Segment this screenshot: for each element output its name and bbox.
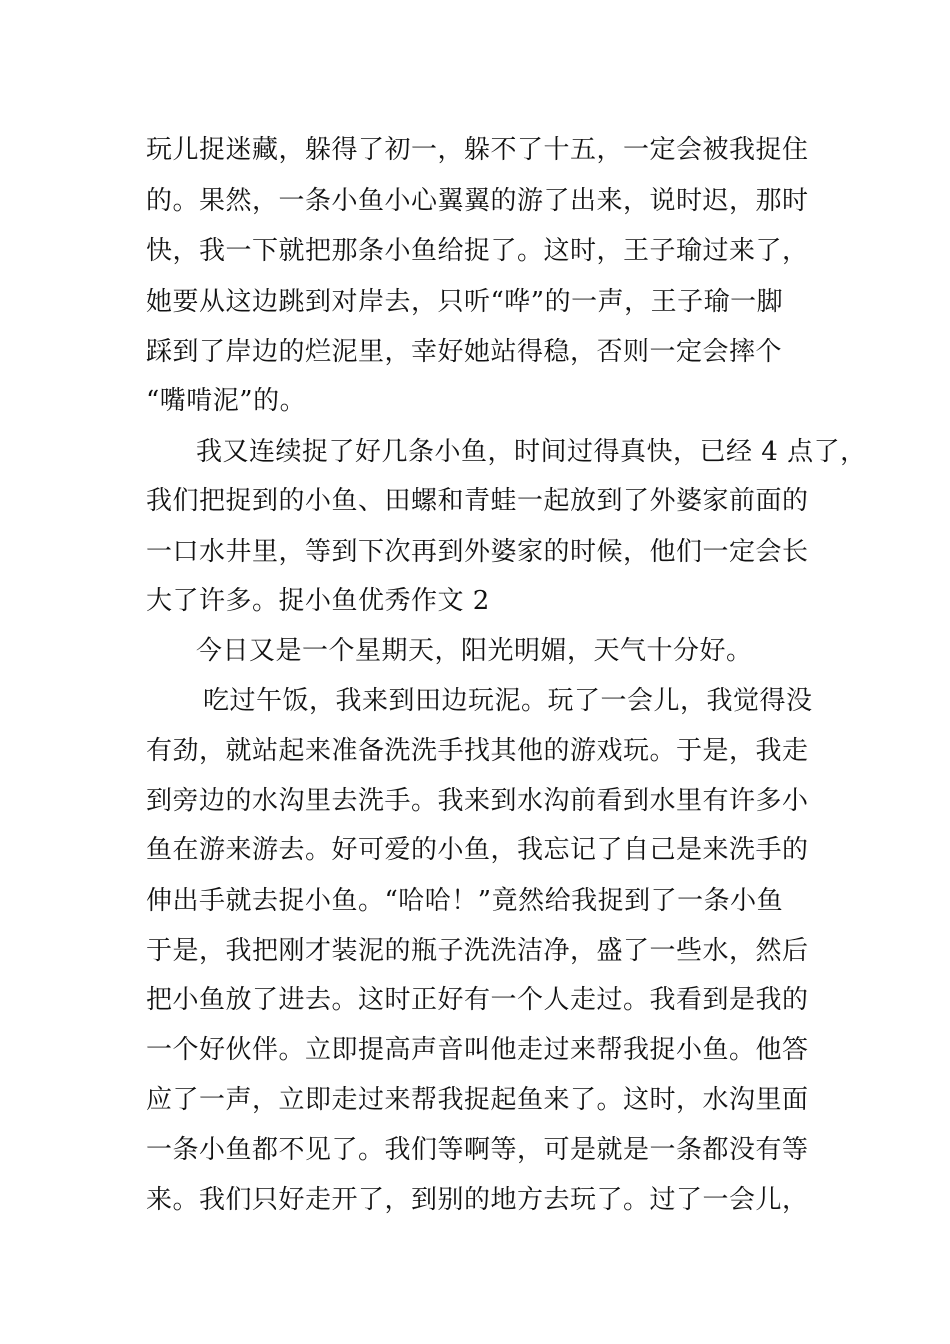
paragraph-first-line: 吃过午饭，我来到田边玩泥。玩了一会儿，我觉得没 xyxy=(203,686,813,716)
text-line: 把小鱼放了进去。这时正好有一个人走过。我看到是我的 xyxy=(146,985,809,1015)
text-line: 到旁边的水沟里去洗手。我来到水沟前看到水里有许多小 xyxy=(146,786,809,816)
text-line: 有劲，就站起来准备洗洗手找其他的游戏玩。于是，我走 xyxy=(146,736,809,766)
text-line: 一口水井里，等到下次再到外婆家的时候，他们一定会长 xyxy=(146,537,809,567)
text-line: 踩到了岸边的烂泥里，幸好她站得稳，否则一定会摔个 xyxy=(146,337,783,367)
text-line: 于是，我把刚才装泥的瓶子洗洗洁净，盛了一些水，然后 xyxy=(146,936,809,966)
text-line: 她要从这边跳到对岸去，只听“哗”的一声，王子瑜一脚 xyxy=(146,287,784,317)
paragraph-first-line: 今日又是一个星期天，阳光明媚，天气十分好。 xyxy=(196,636,753,666)
text-line: 来。我们只好走开了，到别的地方去玩了。过了一会儿， xyxy=(146,1185,809,1215)
text-line: 鱼在游来游去。好可爱的小鱼，我忘记了自己是来洗手的 xyxy=(146,835,809,865)
text-line: “嘴啃泥”的。 xyxy=(146,386,307,416)
text-line: 大了许多。捉小鱼优秀作文 2 xyxy=(146,586,490,616)
text-line: 我们把捉到的小鱼、田螺和青蛙一起放到了外婆家前面的 xyxy=(146,486,809,516)
text-line: 玩儿捉迷藏，躲得了初一，躲不了十五，一定会被我捉住 xyxy=(146,135,809,165)
text-line: 一个好伙伴。立即提高声音叫他走过来帮我捉小鱼。他答 xyxy=(146,1035,809,1065)
text-line: 的。果然，一条小鱼小心翼翼的游了出来，说时迟，那时 xyxy=(146,186,809,216)
text-line: 快，我一下就把那条小鱼给捉了。这时，王子瑜过来了， xyxy=(146,236,809,266)
paragraph-first-line: 我又连续捉了好几条小鱼，时间过得真快，已经 4 点了， xyxy=(196,437,867,467)
text-line: 一条小鱼都不见了。我们等啊等，可是就是一条都没有等 xyxy=(146,1135,809,1165)
text-line: 应了一声，立即走过来帮我捉起鱼来了。这时，水沟里面 xyxy=(146,1085,809,1115)
text-line: 伸出手就去捉小鱼。“哈哈！”竟然给我捉到了一条小鱼 xyxy=(146,886,784,916)
